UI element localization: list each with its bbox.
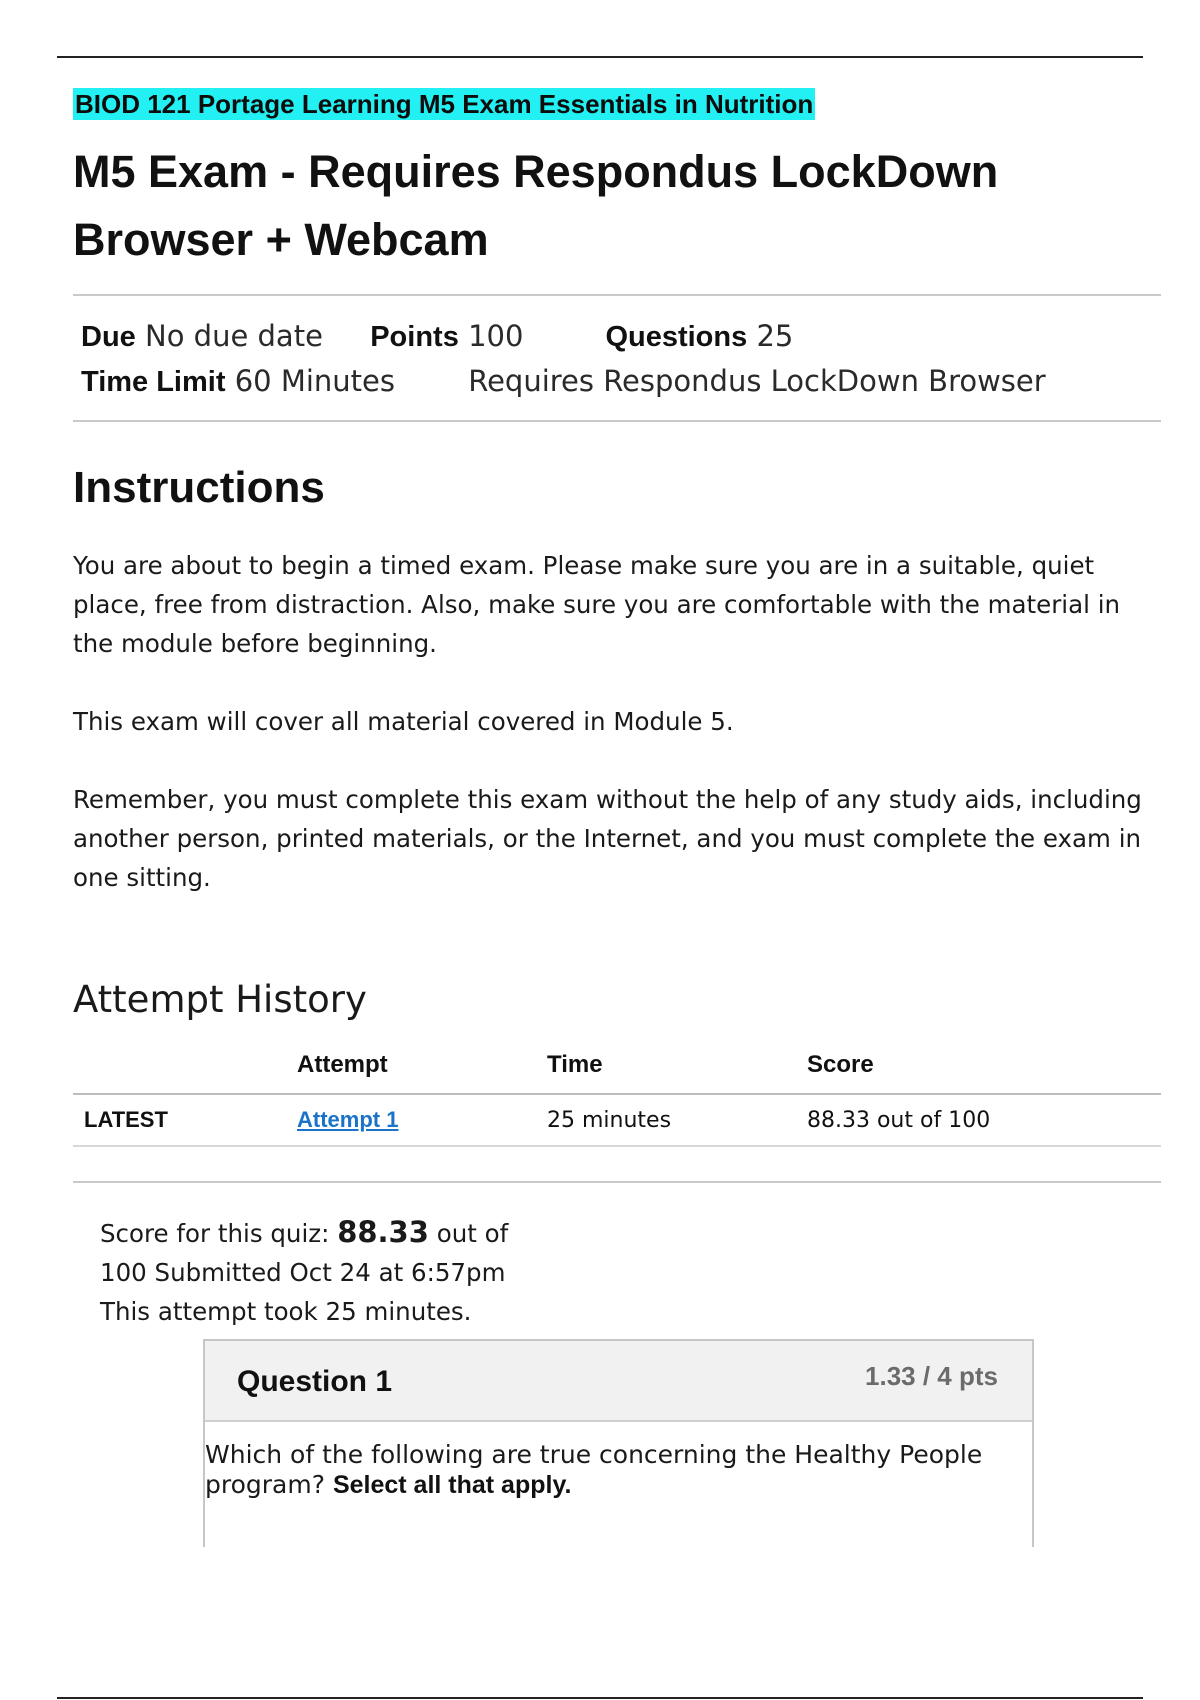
score-divider	[73, 1181, 1161, 1183]
quiz-details-row-2	[81, 359, 1161, 404]
questions-label: Questions	[605, 321, 748, 353]
instructions-heading: Instructions	[73, 463, 325, 512]
lockdown-requirement: Requires Respondus LockDown Browser	[468, 364, 1046, 398]
question-points: 1.33 / 4 pts	[865, 1361, 998, 1391]
questions-item	[605, 314, 793, 359]
score-total-submitted: 100 Submitted Oct 24 at 6:57pm	[100, 1258, 506, 1287]
course-tag: BIOD 121 Portage Learning M5 Exam Essentials in Nutrition	[75, 89, 814, 119]
instructions-paragraph: This exam will cover all material covered in Module 5.	[73, 707, 734, 736]
instructions-paragraph: You are about to begin a timed exam. Please make sure you are in a suitable, quiet place, free from distraction. Also, make sure you are comfortable with the material in the module before beginning.	[73, 551, 1121, 658]
questions-value: 25	[756, 319, 794, 353]
attempt-1-link[interactable]: Attempt 1	[297, 1107, 399, 1132]
due-item	[81, 314, 361, 359]
score-prefix: Score for this quiz:	[100, 1219, 330, 1248]
column-header-status	[73, 1045, 297, 1094]
due-label: Due	[81, 321, 136, 353]
column-header-attempt: Attempt	[297, 1045, 547, 1094]
page-top-rule	[57, 56, 1143, 58]
attempt-cell	[297, 1094, 547, 1146]
table-row	[73, 1094, 1161, 1146]
instructions-paragraph: Remember, you must complete this exam without the help of any study aids, including another person, printed materials, or the Internet, and you must complete the exam in one sitting.	[73, 785, 1142, 892]
question-title: Question 1	[237, 1365, 393, 1398]
score-summary	[100, 1213, 540, 1331]
column-header-score: Score	[807, 1045, 1161, 1094]
meta-bottom-divider	[73, 420, 1161, 422]
score-value: 88.33	[337, 1215, 429, 1249]
due-value: No due date	[145, 319, 323, 353]
quiz-details	[73, 296, 1161, 420]
time-limit-item	[81, 359, 459, 404]
exam-page-content	[73, 88, 1161, 1331]
column-header-time: Time	[547, 1045, 807, 1094]
page-title: M5 Exam - Requires Respondus LockDown Browser + Webcam	[73, 146, 999, 265]
quiz-details-row-1	[81, 314, 1161, 359]
attempt-duration: This attempt took 25 minutes.	[100, 1297, 472, 1326]
points-label: Points	[370, 321, 459, 353]
score-out-of: out of	[436, 1219, 509, 1248]
question-text	[205, 1440, 1032, 1500]
attempt-history-heading: Attempt History	[73, 978, 367, 1021]
latest-label: LATEST	[73, 1094, 297, 1146]
points-value: 100	[468, 319, 524, 353]
question-prompt: Which of the following are true concerning the Healthy People program?	[205, 1440, 983, 1499]
time-cell: 25 minutes	[547, 1094, 807, 1146]
question-instruction: Select all that apply.	[332, 1471, 572, 1499]
score-cell: 88.33 out of 100	[807, 1094, 1161, 1146]
attempt-history-table	[73, 1045, 1161, 1147]
page-bottom-rule	[57, 1697, 1143, 1699]
time-limit-label: Time Limit	[81, 366, 226, 398]
time-limit-value: 60 Minutes	[234, 364, 395, 398]
attempt-history-header-row	[73, 1045, 1161, 1094]
points-item	[370, 314, 596, 359]
question-header	[205, 1341, 1032, 1422]
question-card	[203, 1339, 1034, 1547]
